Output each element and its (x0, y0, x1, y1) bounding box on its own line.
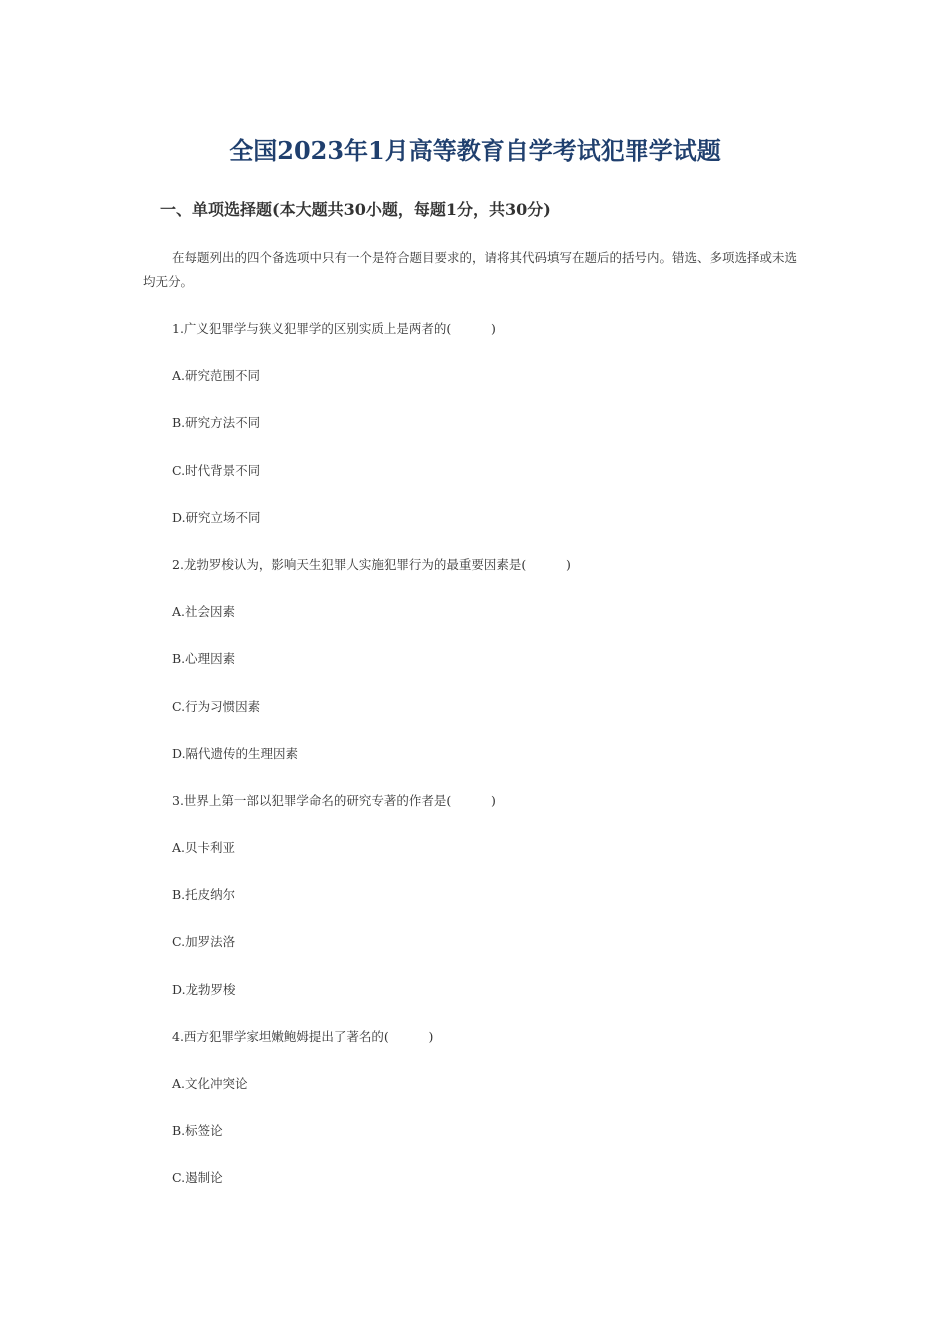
instructions-paragraph: 在每题列出的四个备选项中只有一个是符合题目要求的，请将其代码填写在题后的括号内。错选、多项选择或未选均无分。 (143, 250, 798, 289)
answer-option: A.文化冲突论 (172, 1076, 248, 1091)
answer-option: B.心理因素 (172, 651, 236, 667)
question-stem: 3.世界上第一部以犯罪学命名的研究专著的作者是( ) (172, 792, 496, 808)
answer-option: B.托皮纳尔 (172, 887, 236, 903)
answer-option: A.贝卡利亚 (172, 840, 236, 856)
answer-option: D.龙勃罗梭 (172, 981, 236, 997)
answer-option: C.行为习惯因素 (172, 698, 261, 714)
question-list (172, 318, 571, 1215)
answer-option: A.社会因素 (172, 604, 236, 620)
answer-option: B.标签论 (172, 1123, 223, 1139)
answer-option: C.加罗法洛 (172, 934, 236, 950)
page-title: 全国2023年1月高等教育自学考试犯罪学试题 (229, 136, 721, 165)
answer-option: D.隔代遗传的生理因素 (172, 745, 299, 761)
answer-option: D.研究立场不同 (172, 509, 261, 525)
answer-option: C.遏制论 (172, 1170, 223, 1186)
question-stem: 1.广义犯罪学与狭义犯罪学的区别实质上是两者的( ) (172, 321, 496, 336)
question-stem: 2.龙勃罗梭认为，影响天生犯罪人实施犯罪行为的最重要因素是( ) (172, 556, 571, 572)
answer-option: A.研究范围不同 (172, 368, 261, 384)
answer-option: C.时代背景不同 (172, 462, 261, 478)
section-heading: 一、单项选择题(本大题共30小题，每题1分，共30分) (160, 200, 551, 219)
question-stem: 4.西方犯罪学家坦嫩鲍姆提出了著名的( ) (172, 1028, 434, 1044)
answer-option: B.研究方法不同 (172, 415, 261, 431)
